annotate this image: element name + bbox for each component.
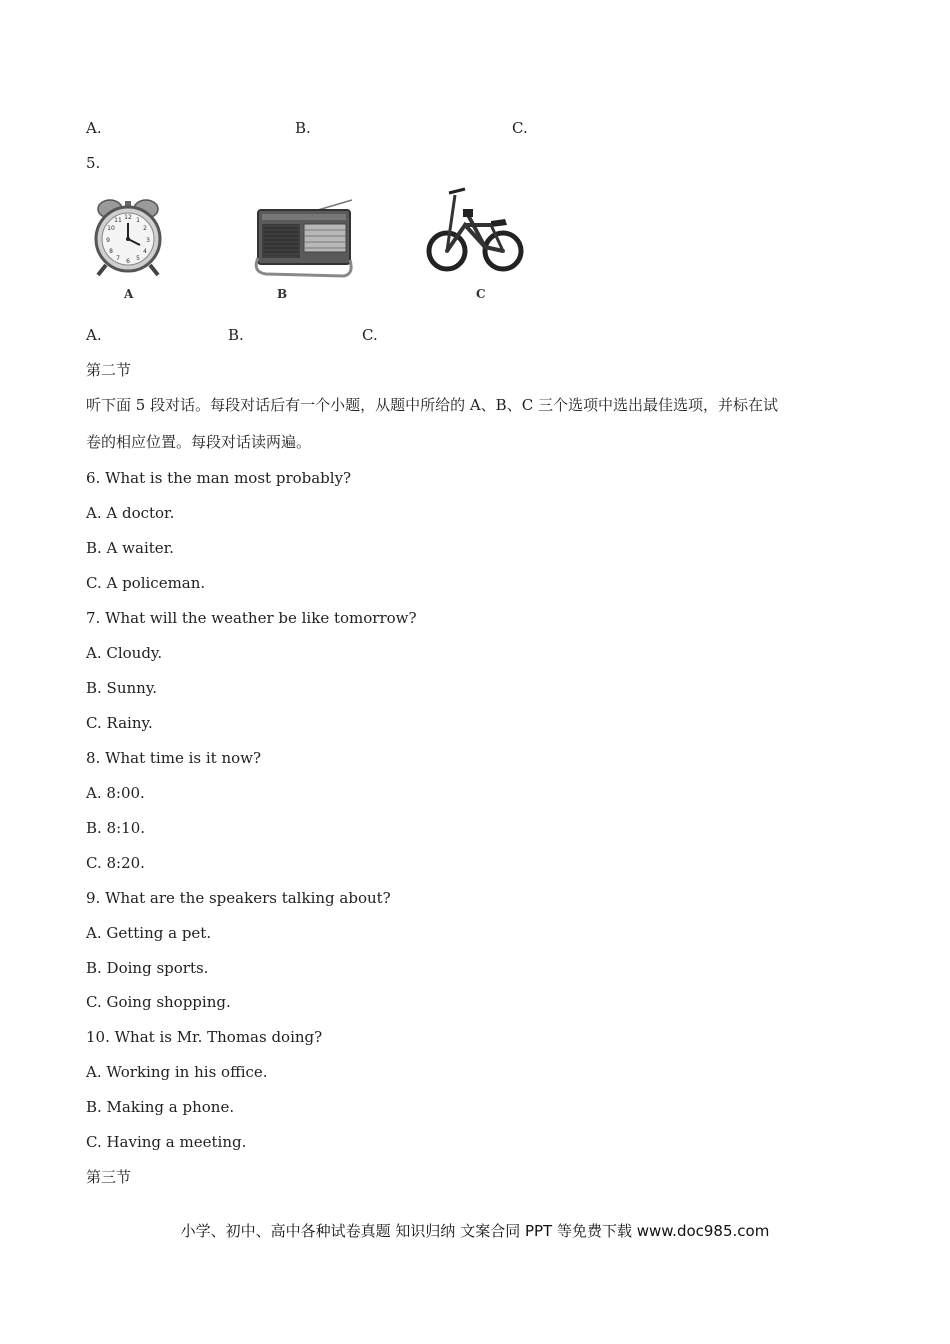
svg-text:10: 10: [107, 225, 115, 232]
svg-text:6: 6: [126, 258, 130, 265]
svg-text:3: 3: [146, 237, 150, 244]
section-2-instructions-line-2: 卷的相应位置。每段对话读两遍。: [86, 433, 312, 451]
question-7: 7. What will the weather be like tomorrow?: [86, 609, 417, 627]
svg-text:7: 7: [116, 255, 120, 262]
svg-text:4: 4: [143, 248, 147, 255]
question-9: 9. What are the speakers talking about?: [86, 889, 391, 907]
question-7-option-a: A. Cloudy.: [86, 644, 163, 662]
question-9-option-a: A. Getting a pet.: [86, 924, 212, 942]
radio-icon: [252, 198, 356, 278]
question-8: 8. What time is it now?: [86, 749, 262, 767]
question-7-option-c: C. Rainy.: [86, 714, 153, 732]
alarm-clock-icon: [88, 195, 168, 277]
question-10-option-c: C. Having a meeting.: [86, 1133, 247, 1151]
question-10-option-a: A. Working in his office.: [86, 1063, 268, 1081]
question-9-option-b: B. Doing sports.: [86, 959, 209, 977]
section-3-title: 第三节: [86, 1168, 132, 1186]
q5-number: 5.: [86, 154, 101, 172]
svg-text:2: 2: [143, 225, 147, 232]
question-6-option-c: C. A policeman.: [86, 574, 206, 592]
svg-text:11: 11: [114, 217, 122, 224]
question-8-option-b: B. 8:10.: [86, 819, 146, 837]
question-7-option-b: B. Sunny.: [86, 679, 158, 697]
bicycle-icon: [425, 185, 525, 277]
q5-image-label-b: B: [277, 287, 288, 301]
section-2-instructions-line-1: 听下面 5 段对话。每段对话后有一个小题，从题中所给的 A、B、C 三个选项中选出最佳选项，并标在试: [86, 396, 778, 414]
q5-option-c: C.: [362, 326, 378, 344]
question-8-option-a: A. 8:00.: [86, 784, 145, 802]
svg-text:8: 8: [109, 248, 113, 255]
svg-text:12: 12: [124, 214, 132, 221]
question-10-option-b: B. Making a phone.: [86, 1098, 235, 1116]
q4-option-c: C.: [512, 119, 528, 137]
q5-option-b: B.: [228, 326, 244, 344]
q4-option-a: A.: [86, 119, 102, 137]
svg-text:9: 9: [106, 237, 110, 244]
svg-text:1: 1: [136, 217, 140, 224]
question-8-option-c: C. 8:20.: [86, 854, 145, 872]
q5-image-label-c: C: [476, 287, 486, 301]
section-2-title: 第二节: [86, 361, 132, 379]
question-6-option-a: A. A doctor.: [86, 504, 175, 522]
page-footer: 小学、初中、高中各种试卷真题 知识归纳 文案合同 PPT 等免费下载 www.doc985.com: [180, 1222, 770, 1240]
q5-image-label-a: A: [124, 287, 134, 301]
q4-option-b: B.: [295, 119, 311, 137]
svg-text:5: 5: [136, 255, 140, 262]
question-6: 6. What is the man most probably?: [86, 469, 352, 487]
question-6-option-b: B. A waiter.: [86, 539, 174, 557]
q5-option-a: A.: [86, 326, 102, 344]
question-9-option-c: C. Going shopping.: [86, 993, 231, 1011]
question-10: 10. What is Mr. Thomas doing?: [86, 1028, 323, 1046]
